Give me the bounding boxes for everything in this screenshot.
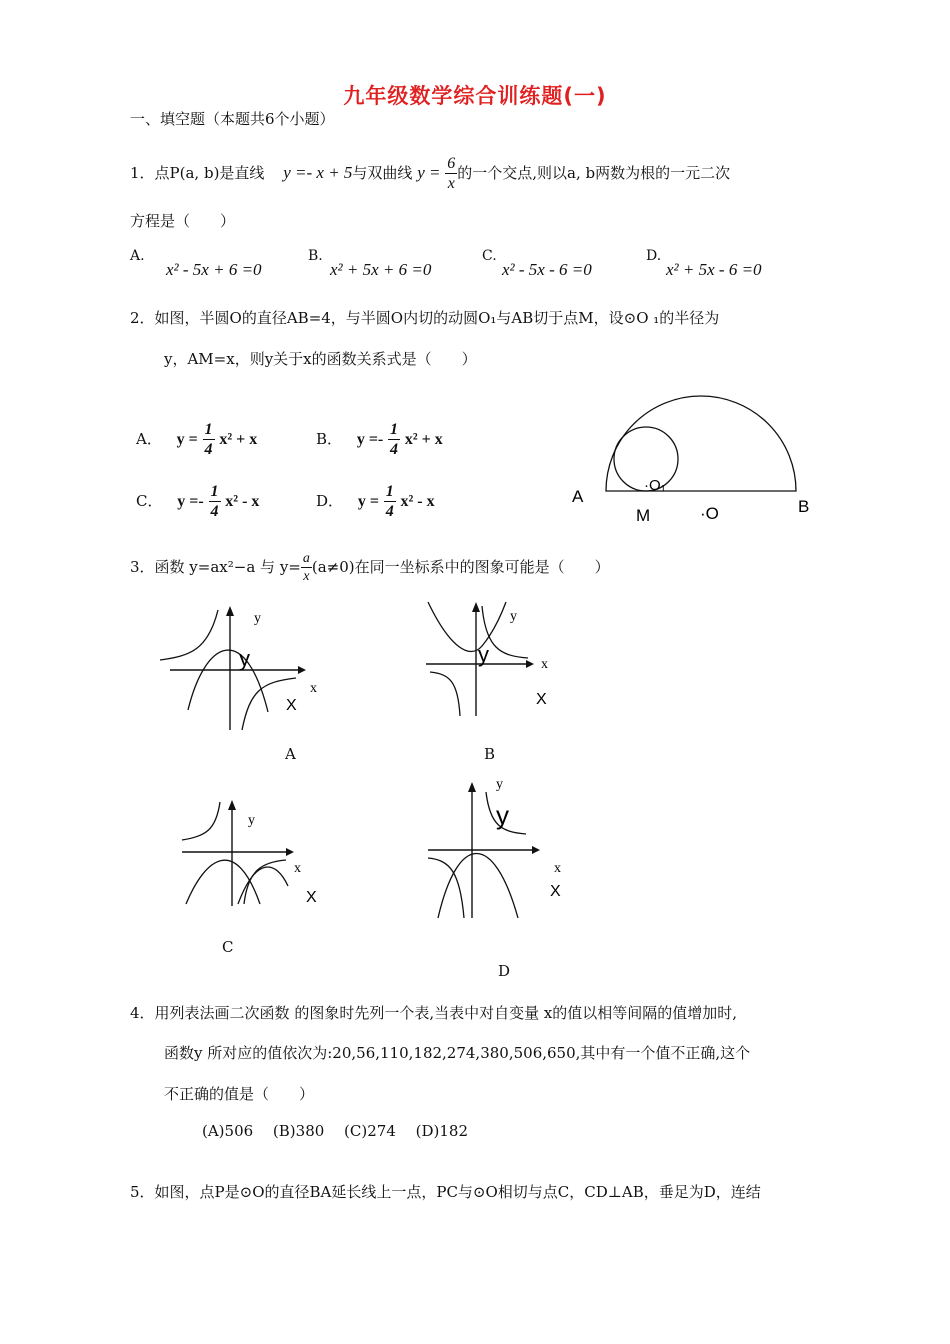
graph-c-hyperbola-left: [182, 802, 220, 840]
q1-frac-num: 6: [447, 155, 456, 172]
q2-b-num: 1: [390, 421, 399, 438]
graph-d-caption: D: [498, 962, 511, 980]
q3-text-a: 3．函数 y=ax²−a 与 y=: [130, 558, 301, 576]
q2-c-post: x² - x: [225, 493, 260, 510]
graph-c-y-label: y: [248, 813, 255, 828]
q2-d-num: 1: [385, 483, 394, 500]
page-title: 九年级数学综合训练题(一): [343, 84, 607, 108]
q1-option-b-label: B.: [308, 248, 323, 264]
graph-d: [424, 772, 584, 922]
graph-b-x-label: x: [541, 657, 548, 672]
question-2-line-1: 2．如图，半圆O的直径AB=4，与半圆O内切的动圆O₁与AB切于点M，设⊙O ₁的半径为: [130, 309, 720, 327]
q2-d-post: x² - x: [400, 493, 435, 510]
q2-c-frac: [209, 484, 221, 520]
q2-b-frac: [388, 422, 400, 458]
graph-d-y-label: y: [496, 777, 503, 792]
q2-b-den: 4: [390, 441, 399, 458]
semicircle-o: [606, 396, 796, 491]
graph-c-caption: C: [222, 938, 234, 956]
graph-a-x-arrow: [298, 666, 306, 674]
graph-c-x-label: x: [294, 861, 301, 876]
question-5-line-1: 5．如图，点P是⊙O的直径BA延长线上一点，PC与⊙O相切与点C，CD⊥AB，垂足为D，连结: [130, 1183, 761, 1201]
q2-a-post: x² + x: [219, 431, 258, 448]
label-o: ·O: [700, 504, 719, 523]
graph-a-y-arrow: [226, 606, 234, 616]
q2-option-a: [136, 422, 257, 458]
q2-option-c: [136, 484, 259, 520]
graph-a-parabola: [188, 650, 268, 712]
q2-option-c-label: C．: [136, 492, 163, 510]
question-1-line-2: 方程是（ ）: [130, 212, 236, 230]
q1-text-b: 与双曲线: [352, 164, 413, 182]
q1-text-a: 1．点P(a, b)是直线: [130, 164, 265, 182]
graph-b-big-y: y: [478, 642, 489, 667]
q1-option-c: x² - 5x - 6 =0: [502, 260, 592, 279]
graph-d-big-y: y: [496, 800, 509, 830]
q1-option-d-label: D.: [646, 248, 662, 264]
q1-line-equation: y =- x + 5: [283, 163, 353, 182]
q3-frac-num: a: [302, 551, 310, 566]
q2-a-num: 1: [204, 421, 213, 438]
q1-hyperbola-left: y =: [417, 163, 441, 182]
graph-a-hyperbola-left: [160, 610, 218, 660]
semicircle-figure: [560, 380, 820, 530]
graph-c-x-arrow: [286, 848, 294, 856]
q1-option-a: x² - 5x + 6 =0: [166, 260, 262, 279]
q2-b-post: x² + x: [404, 431, 443, 448]
q1-option-a-label: A.: [130, 248, 145, 264]
q3-text-b: (a≠0)在同一坐标系中的图象可能是（ ）: [311, 558, 610, 576]
question-4-line-3: 不正确的值是（ ）: [164, 1085, 315, 1103]
q1-frac-den: x: [447, 175, 455, 192]
graph-c-y-arrow: [228, 800, 236, 810]
question-4-line-1: 4．用列表法画二次函数 的图象时先列一个表,当表中对自变量 x的值以相等间隔的值增加时,: [130, 1004, 738, 1022]
q2-a-den: 4: [204, 441, 213, 458]
label-a: A: [572, 487, 584, 506]
q2-option-d: [316, 484, 435, 520]
graph-d-parabola: [438, 854, 518, 919]
graph-b-y-arrow: [472, 602, 480, 612]
graph-d-y-arrow: [468, 782, 476, 792]
label-o1: ·O₁: [644, 477, 666, 494]
graph-b-hyperbola-left: [430, 672, 460, 716]
graph-b-y-label: y: [510, 609, 517, 624]
q2-option-b: [316, 422, 443, 458]
label-b: B: [798, 497, 810, 516]
q2-d-pre: y =: [357, 493, 379, 510]
question-4-line-2: 函数y 所对应的值依次为:20,56,110,182,274,380,506,650,其中有一个值不正确,这个: [164, 1044, 751, 1062]
graph-a-big-y: y: [239, 646, 250, 671]
q2-option-d-label: D．: [316, 492, 344, 510]
q2-d-den: 4: [385, 503, 394, 520]
graph-b-caption: B: [484, 745, 496, 763]
question-4-options: (A)506 (B)380 (C)274 (D)182: [202, 1122, 469, 1140]
q1-option-d: x² + 5x - 6 =0: [666, 260, 762, 279]
q2-c-num: 1: [210, 483, 219, 500]
graph-a-big-x: X: [286, 697, 297, 714]
graph-a-caption: A: [285, 745, 296, 763]
q1-text-c: 的一个交点,则以a, b两数为根的一元二次: [457, 164, 731, 182]
q2-option-b-label: B．: [316, 430, 343, 448]
graph-c-parabola-2: [238, 867, 288, 904]
q1-option-c-label: C.: [482, 248, 497, 264]
q2-c-pre: y =-: [177, 493, 204, 510]
graph-d-x-label: x: [554, 861, 561, 876]
q2-d-frac: [384, 484, 396, 520]
graph-a: [150, 600, 330, 740]
q2-a-pre: y =: [176, 431, 198, 448]
graph-b-parabola: [428, 602, 506, 652]
graph-a-y-label: y: [254, 611, 261, 626]
q2-a-frac: [203, 422, 215, 458]
q3-frac-den: x: [303, 569, 310, 584]
section-heading: 一、填空题（本题共6个小题）: [130, 110, 335, 128]
q1-hyperbola-fraction: [445, 156, 457, 192]
graph-d-big-x: X: [550, 883, 561, 900]
graph-d-hyperbola-left: [428, 858, 464, 918]
q3-fraction: [301, 552, 312, 584]
question-1-line-1: [130, 156, 730, 192]
graph-b-x-arrow: [526, 660, 534, 668]
label-m: M: [636, 506, 651, 525]
graph-b: [420, 598, 600, 738]
q2-c-den: 4: [210, 503, 219, 520]
graph-a-x-label: x: [310, 681, 317, 696]
graph-c-big-x: X: [306, 889, 317, 906]
graph-d-x-arrow: [532, 846, 540, 854]
q2-b-pre: y =-: [356, 431, 384, 448]
question-2-line-2: y，AM=x，则y关于x的函数关系式是（ ）: [164, 350, 477, 368]
graph-c: [176, 796, 336, 916]
q1-option-b: x² + 5x + 6 =0: [330, 260, 432, 279]
q2-option-a-label: A．: [136, 430, 162, 448]
graph-b-big-x: X: [536, 691, 547, 708]
question-3: [130, 552, 610, 584]
